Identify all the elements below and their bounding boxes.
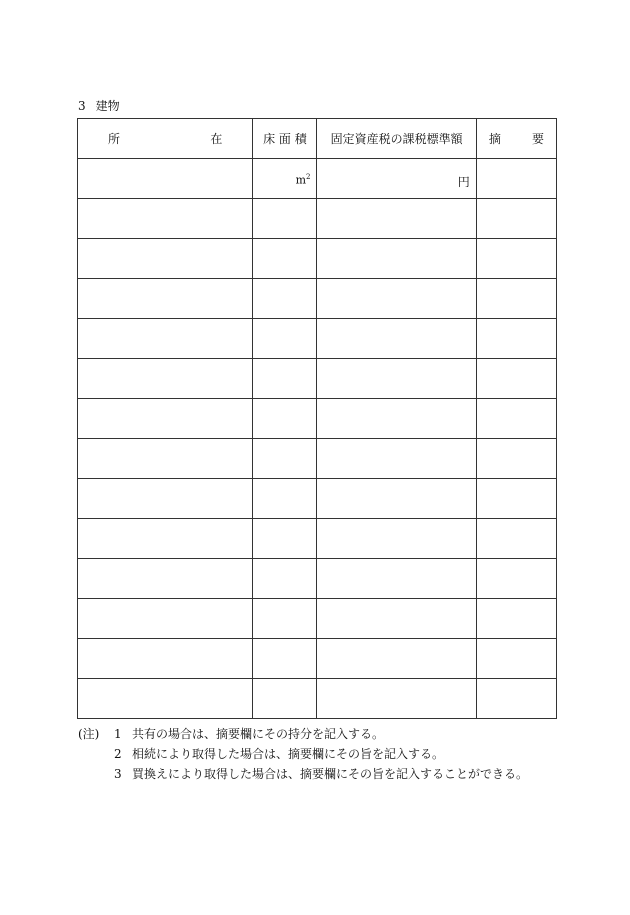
cell-floor-area[interactable] (253, 599, 317, 639)
header-remarks-left: 摘 (488, 132, 501, 146)
cell-remarks[interactable] (476, 319, 556, 359)
section-heading (78, 99, 120, 113)
cell-remarks[interactable] (476, 559, 556, 599)
cell-location[interactable] (78, 639, 253, 679)
cell-tax-base[interactable] (317, 279, 476, 319)
cell-remarks[interactable] (476, 399, 556, 439)
table-row (78, 679, 557, 719)
cell-floor-area[interactable] (253, 679, 317, 719)
table-row (78, 199, 557, 239)
table-header-row (78, 119, 557, 159)
cell-location[interactable] (78, 559, 253, 599)
cell-floor-area[interactable] (253, 399, 317, 439)
cell-tax-base[interactable] (317, 439, 476, 479)
cell-remarks[interactable] (476, 639, 556, 679)
cell-tax-base[interactable] (317, 239, 476, 279)
header-location-right: 在 (210, 132, 223, 146)
cell-location[interactable] (78, 679, 253, 719)
table-row (78, 519, 557, 559)
section-number: 3 (78, 99, 86, 113)
cell-location[interactable] (78, 239, 253, 279)
header-floor-area: 床 面 積 (253, 119, 317, 159)
cell-tax-base[interactable] (317, 159, 476, 199)
unit-square-meter (296, 173, 311, 187)
cell-location[interactable] (78, 359, 253, 399)
table-row (78, 559, 557, 599)
cell-tax-base[interactable] (317, 399, 476, 439)
cell-floor-area[interactable] (253, 479, 317, 519)
cell-location[interactable] (78, 479, 253, 519)
cell-tax-base[interactable] (317, 319, 476, 359)
cell-location[interactable] (78, 319, 253, 359)
cell-floor-area[interactable] (253, 439, 317, 479)
cell-tax-base[interactable] (317, 199, 476, 239)
cell-remarks[interactable] (476, 519, 556, 559)
cell-location[interactable] (78, 159, 253, 199)
cell-remarks[interactable] (476, 479, 556, 519)
note-number: 2 (114, 747, 122, 761)
unit-area-exp: 2 (306, 173, 311, 181)
cell-floor-area[interactable] (253, 519, 317, 559)
cell-floor-area[interactable] (253, 639, 317, 679)
note-text: 共有の場合は、摘要欄にその持分を記入する。 (132, 727, 385, 741)
cell-remarks[interactable] (476, 279, 556, 319)
cell-location[interactable] (78, 399, 253, 439)
cell-floor-area[interactable] (253, 279, 317, 319)
cell-remarks[interactable] (476, 679, 556, 719)
building-table (77, 118, 557, 719)
cell-remarks[interactable] (476, 599, 556, 639)
cell-tax-base[interactable] (317, 479, 476, 519)
cell-remarks[interactable] (476, 439, 556, 479)
empty-rows (78, 199, 557, 719)
cell-floor-area[interactable] (253, 319, 317, 359)
cell-location[interactable] (78, 519, 253, 559)
cell-location[interactable] (78, 199, 253, 239)
cell-floor-area[interactable] (253, 159, 317, 199)
cell-floor-area[interactable] (253, 239, 317, 279)
cell-floor-area[interactable] (253, 359, 317, 399)
notes-prefix: (注) (78, 727, 100, 741)
table-row (78, 159, 557, 199)
cell-tax-base[interactable] (317, 359, 476, 399)
section-title: 建物 (95, 99, 120, 113)
unit-area-base: m (295, 173, 307, 187)
cell-remarks[interactable] (476, 159, 556, 199)
note-text: 相続により取得した場合は、摘要欄にその旨を記入する。 (132, 747, 445, 761)
cell-location[interactable] (78, 279, 253, 319)
cell-floor-area[interactable] (253, 559, 317, 599)
header-tax-base: 固定資産税の課税標準額 (317, 119, 476, 159)
cell-tax-base[interactable] (317, 519, 476, 559)
table-row (78, 239, 557, 279)
table-row (78, 439, 557, 479)
table-row (78, 359, 557, 399)
cell-remarks[interactable] (476, 199, 556, 239)
cell-tax-base[interactable] (317, 679, 476, 719)
table-row (78, 639, 557, 679)
cell-location[interactable] (78, 439, 253, 479)
cell-tax-base[interactable] (317, 639, 476, 679)
table-row (78, 399, 557, 439)
cell-location[interactable] (78, 599, 253, 639)
cell-floor-area[interactable] (253, 199, 317, 239)
cell-tax-base[interactable] (317, 559, 476, 599)
cell-remarks[interactable] (476, 239, 556, 279)
table-row (78, 479, 557, 519)
table-row (78, 599, 557, 639)
note-number: 1 (114, 727, 122, 741)
header-remarks (476, 119, 556, 159)
header-remarks-right: 要 (531, 132, 544, 146)
note-text: 買換えにより取得した場合は、摘要欄にその旨を記入することができる。 (132, 767, 529, 781)
header-location (78, 119, 253, 159)
cell-tax-base[interactable] (317, 599, 476, 639)
cell-remarks[interactable] (476, 359, 556, 399)
unit-yen: 円 (457, 175, 470, 189)
table-row (78, 279, 557, 319)
table-row (78, 319, 557, 359)
header-location-left: 所 (108, 132, 121, 146)
note-number: 3 (114, 767, 122, 781)
